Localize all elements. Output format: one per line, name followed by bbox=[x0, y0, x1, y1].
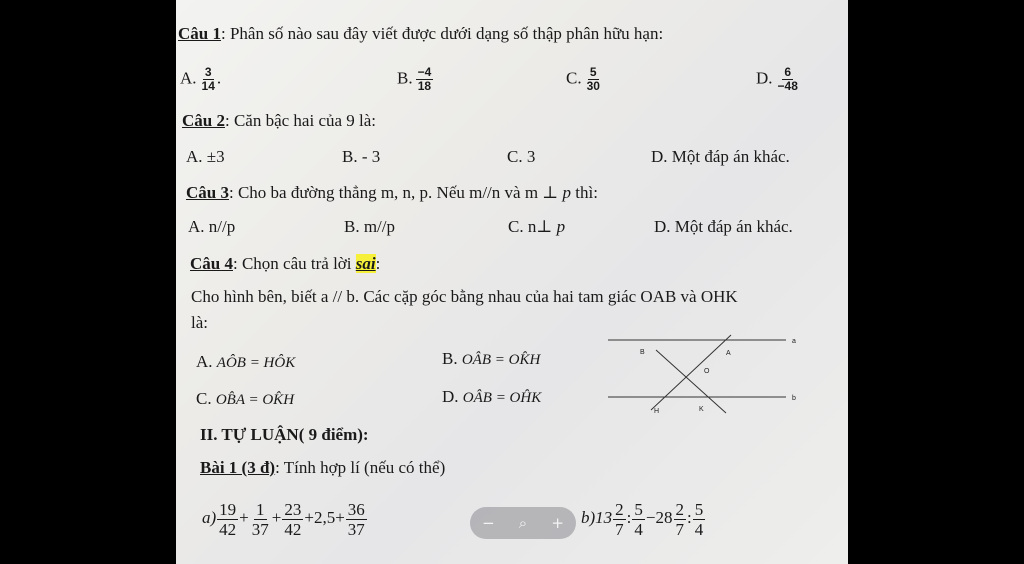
fraction bbox=[250, 500, 271, 539]
label-B: B bbox=[640, 349, 645, 356]
exercise-1 bbox=[200, 458, 445, 478]
q1-option-c bbox=[566, 66, 602, 93]
plus-sign: + bbox=[239, 508, 249, 527]
question-2-text: : Căn bậc hai của 9 là: bbox=[224, 111, 377, 130]
question-4-text: : Chọn câu trả lời bbox=[232, 254, 356, 273]
fraction bbox=[346, 500, 367, 539]
plus-sign: + bbox=[271, 508, 282, 527]
fraction bbox=[282, 500, 303, 539]
numerator: 2 bbox=[615, 499, 624, 519]
denominator: 7 bbox=[675, 519, 684, 539]
option-letter: B. bbox=[442, 349, 458, 368]
q1-option-a bbox=[180, 66, 221, 93]
label-K: K bbox=[699, 406, 704, 413]
denominator: 14 bbox=[201, 79, 215, 93]
q1-option-b bbox=[397, 66, 433, 93]
option-expression: OÂB = OĤK bbox=[462, 390, 542, 406]
search-icon[interactable]: ⌕ bbox=[518, 514, 528, 532]
segment-ah bbox=[651, 335, 731, 410]
exercise-1-text: : Tính hợp lí (nếu có thể) bbox=[275, 458, 446, 477]
denominator: 42 bbox=[284, 519, 302, 539]
q4-option-a bbox=[196, 352, 295, 373]
zoom-in-button[interactable]: + bbox=[551, 514, 564, 532]
q2-option-c: C. 3 bbox=[507, 147, 536, 166]
option-expression: AÔB = HÔK bbox=[216, 355, 296, 371]
variable: p bbox=[556, 217, 566, 236]
denominator: 18 bbox=[417, 79, 432, 93]
minus-term: −28 bbox=[645, 508, 673, 527]
highlighted-word: sai bbox=[355, 254, 376, 273]
question-3-text-end: thì: bbox=[571, 183, 598, 202]
denominator: 42 bbox=[219, 519, 237, 539]
label-O: O bbox=[704, 368, 710, 375]
numerator: 5 bbox=[589, 65, 597, 79]
q2-option-d: D. Một đáp án khác. bbox=[651, 147, 790, 166]
variable: p bbox=[562, 183, 572, 202]
colon: : bbox=[626, 508, 632, 527]
question-4-body-line2: là: bbox=[191, 313, 208, 332]
fraction bbox=[674, 500, 687, 539]
fraction bbox=[217, 500, 238, 539]
question-4-label: Câu 4 bbox=[190, 254, 233, 273]
fraction bbox=[776, 66, 800, 93]
colon: : bbox=[375, 254, 381, 273]
numerator: −4 bbox=[417, 65, 432, 79]
exercise-1b bbox=[581, 498, 706, 539]
option-expression: OÂB = OK̂H bbox=[461, 352, 541, 368]
label-a: a bbox=[792, 338, 796, 345]
fraction bbox=[613, 500, 626, 539]
option-expression: OB̂A = OK̂H bbox=[215, 392, 295, 408]
denominator: −48 bbox=[777, 79, 798, 93]
zoom-toolbar bbox=[470, 507, 576, 539]
denominator: 7 bbox=[615, 519, 624, 539]
q4-option-d bbox=[442, 387, 541, 408]
denominator: 30 bbox=[586, 79, 600, 93]
fraction bbox=[585, 66, 602, 93]
suffix: . bbox=[216, 68, 222, 88]
option-letter: A. bbox=[180, 68, 197, 88]
q3-option-a: A. n//p bbox=[188, 217, 236, 236]
q4-option-b bbox=[442, 349, 540, 370]
question-2 bbox=[182, 111, 376, 131]
question-1-text: : Phân số nào sau đây viết được dưới dạng số thập phân hữu hạn: bbox=[220, 24, 664, 43]
numerator: 36 bbox=[347, 499, 365, 519]
numerator: 2 bbox=[675, 499, 684, 519]
document-page bbox=[176, 0, 848, 564]
part-prefix: b)13 bbox=[581, 508, 613, 527]
label-A: A bbox=[726, 350, 731, 357]
q4-option-c bbox=[196, 389, 294, 410]
label-H: H bbox=[654, 408, 660, 415]
question-1 bbox=[178, 24, 663, 44]
q2-option-a: A. ±3 bbox=[186, 147, 225, 166]
fraction bbox=[632, 500, 645, 539]
numerator: 5 bbox=[634, 499, 643, 519]
question-4-body-line1: Cho hình bên, biết a // b. Các cặp góc bằng nhau của hai tam giác OAB và OHK bbox=[191, 287, 738, 306]
geometry-figure bbox=[606, 330, 806, 420]
option-letter: D. bbox=[756, 68, 773, 88]
middle-term: +2,5+ bbox=[304, 508, 345, 527]
q3-option-d: D. Một đáp án khác. bbox=[654, 217, 793, 236]
option-letter: A. bbox=[196, 352, 213, 371]
question-3 bbox=[186, 183, 598, 203]
q2-option-b: B. - 3 bbox=[342, 147, 381, 166]
q3-option-b: B. m//p bbox=[344, 217, 396, 236]
q1-option-d bbox=[756, 66, 800, 93]
segment-bk bbox=[656, 350, 726, 413]
denominator: 37 bbox=[347, 519, 365, 539]
zoom-out-button[interactable]: − bbox=[482, 514, 495, 532]
numerator: 23 bbox=[284, 499, 302, 519]
numerator: 3 bbox=[204, 65, 212, 79]
option-letter: C. bbox=[566, 68, 582, 88]
q3-option-c bbox=[508, 217, 565, 237]
question-3-label: Câu 3 bbox=[186, 183, 229, 202]
exercise-1-label: Bài 1 (3 đ) bbox=[200, 458, 276, 477]
fraction bbox=[693, 500, 706, 539]
colon: : bbox=[687, 508, 692, 527]
option-letter: B. bbox=[397, 68, 413, 88]
exercise-1a bbox=[202, 498, 368, 539]
numerator: 19 bbox=[219, 499, 237, 519]
option-text: C. n⊥ bbox=[508, 217, 557, 236]
denominator: 4 bbox=[694, 519, 704, 539]
numerator: 6 bbox=[784, 65, 792, 79]
denominator: 4 bbox=[634, 519, 643, 539]
label-b: b bbox=[792, 395, 796, 402]
question-3-text: : Cho ba đường thẳng m, n, p. Nếu m//n và m ⊥ bbox=[228, 183, 563, 202]
question-2-label: Câu 2 bbox=[182, 111, 225, 130]
fraction bbox=[416, 66, 434, 93]
question-1-label: Câu 1 bbox=[178, 24, 221, 43]
denominator: 37 bbox=[251, 519, 269, 539]
option-letter: C. bbox=[196, 389, 212, 408]
option-letter: D. bbox=[442, 387, 459, 406]
section-title: II. TỰ LUẬN( 9 điểm): bbox=[200, 425, 369, 444]
part-prefix: a) bbox=[202, 508, 217, 527]
numerator: 5 bbox=[694, 499, 704, 519]
question-4 bbox=[190, 254, 380, 274]
numerator: 1 bbox=[256, 499, 265, 519]
fraction bbox=[200, 66, 217, 93]
